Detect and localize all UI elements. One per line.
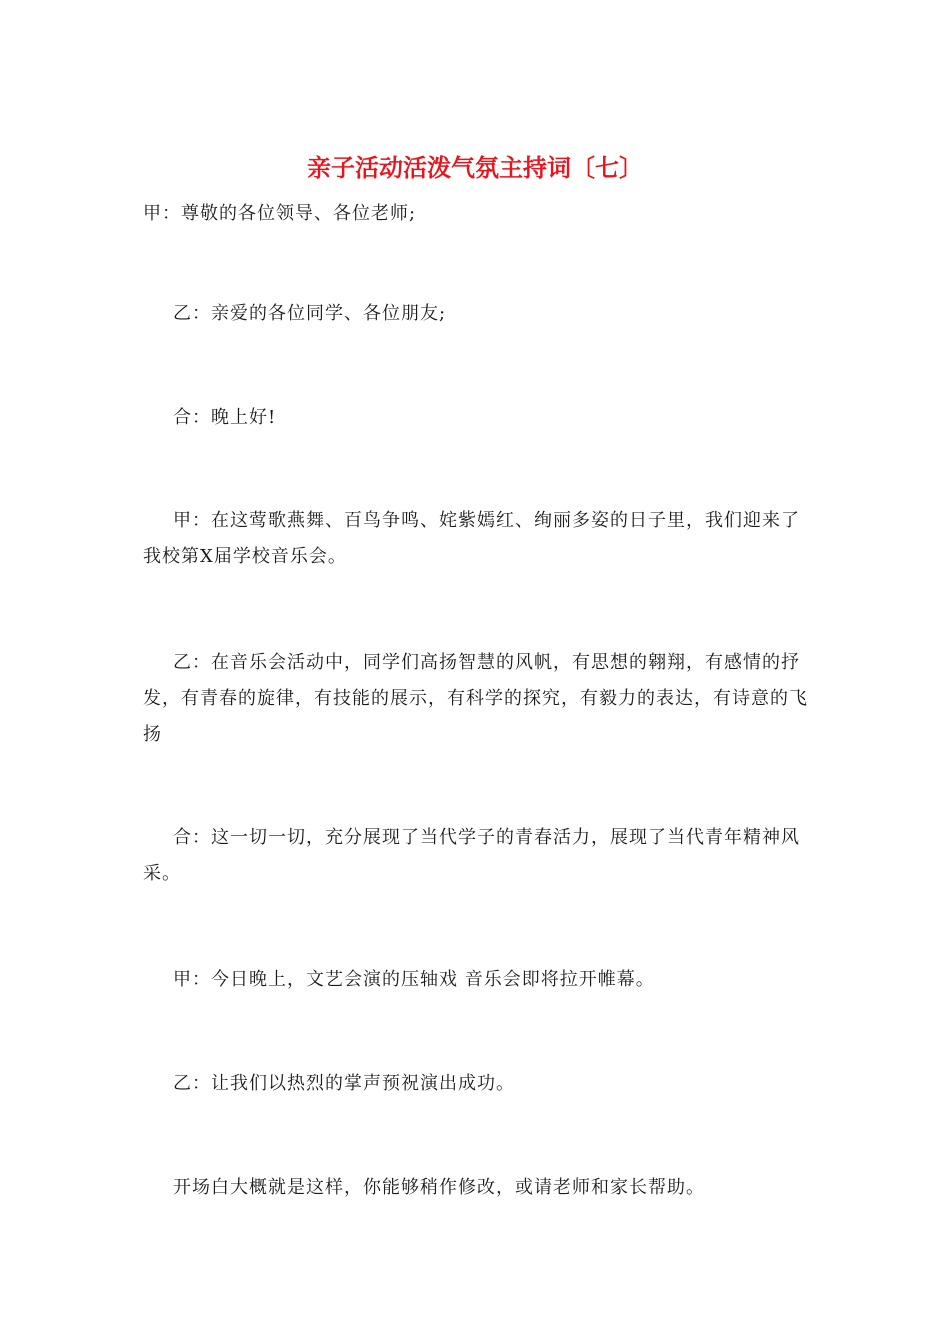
paragraph-he-summary: 合：这一切一切，充分展现了当代学子的青春活力，展现了当代青年精神风采。 — [143, 827, 800, 884]
paragraph-yi-activities: 乙：在音乐会活动中，同学们高扬智慧的风帆，有思想的翱翔，有感情的抒发，有青春的旋律，有技能的展示，有科学的探究，有毅力的表达，有诗意的飞扬 — [143, 652, 808, 745]
paragraph-closing-note: 开场白大概就是这样，你能够稍作修改，或请老师和家长帮助。 — [173, 1177, 705, 1198]
paragraph-jia-tonight: 甲：今日晚上，文艺会演的压轴戏 音乐会即将拉开帷幕。 — [173, 969, 655, 990]
paragraph-yi-applause: 乙：让我们以热烈的掌声预祝演出成功。 — [173, 1073, 515, 1094]
paragraph-greeting-he: 合：晚上好! — [173, 407, 277, 428]
paragraph-jia-intro: 甲：在这莺歌燕舞、百鸟争鸣、姹紫嫣红、绚丽多姿的日子里，我们迎来了我校第X届学校音乐会。 — [143, 510, 800, 567]
document-title: 亲子活动活泼气氛主持词〔七〕 — [307, 153, 643, 182]
paragraph-greeting-yi: 乙：亲爱的各位同学、各位朋友; — [173, 303, 447, 324]
paragraph-greeting-jia: 甲：尊敬的各位领导、各位老师; — [143, 203, 417, 224]
